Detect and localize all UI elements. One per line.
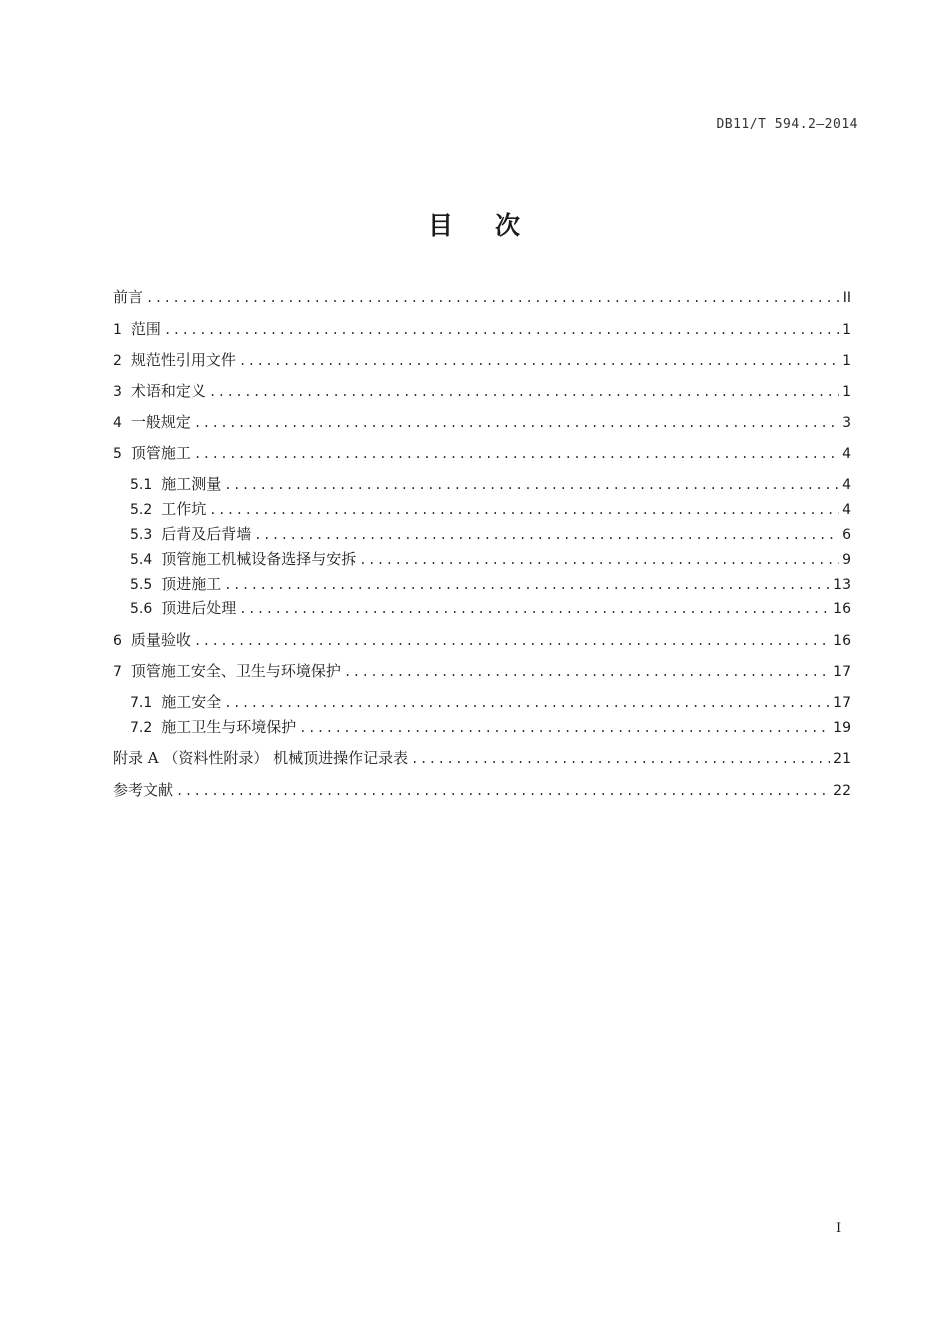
title-char-1: 目 bbox=[427, 211, 455, 240]
toc-entry-page: 21 bbox=[833, 751, 851, 767]
toc-leader-dots bbox=[224, 693, 830, 713]
toc-entry-foreword[interactable] bbox=[113, 287, 851, 307]
page-title bbox=[0, 206, 950, 242]
toc-entry-number: 7.2 bbox=[130, 720, 153, 736]
toc-leader-dots bbox=[411, 749, 830, 769]
toc-entry-label: 后背及后背墙 bbox=[161, 525, 252, 543]
toc-leader-dots bbox=[209, 382, 839, 402]
toc-entry-number: 6 bbox=[113, 633, 122, 649]
toc-entry-label: 范围 bbox=[130, 320, 161, 338]
toc-leader-dots bbox=[254, 525, 839, 545]
toc-entry-page: 16 bbox=[833, 633, 851, 649]
toc-entry-label: 一般规定 bbox=[130, 413, 191, 431]
toc-entry-number: 5.1 bbox=[130, 477, 153, 493]
toc-entry-page: 1 bbox=[842, 322, 851, 338]
toc-entry-page: 3 bbox=[842, 415, 851, 431]
toc-entry-number: 1 bbox=[113, 322, 122, 338]
toc-entry-label: 规范性引用文件 bbox=[130, 351, 236, 369]
toc-leader-dots bbox=[239, 351, 839, 371]
toc-leader-dots bbox=[209, 500, 839, 520]
toc-entry-page: 22 bbox=[833, 783, 851, 799]
toc-entry-number: 5 bbox=[113, 446, 122, 462]
toc-leader-dots bbox=[224, 575, 830, 595]
toc-entry-page: 6 bbox=[842, 527, 851, 543]
toc-entry-3[interactable] bbox=[113, 381, 851, 401]
toc-entry-label: 顶管施工 bbox=[130, 444, 191, 462]
toc-entry-5-1[interactable] bbox=[130, 474, 851, 494]
toc-entry-number: 2 bbox=[113, 353, 122, 369]
toc-entry-label: 施工卫生与环境保护 bbox=[161, 718, 297, 736]
toc-entry-page: 13 bbox=[833, 577, 851, 593]
toc-entry-label: 前言 bbox=[113, 288, 144, 306]
toc-entry-page: 4 bbox=[842, 477, 851, 493]
toc-entry-label: 顶进施工 bbox=[161, 575, 222, 593]
toc-entry-number: 5.2 bbox=[130, 502, 153, 518]
toc-entry-2[interactable] bbox=[113, 350, 851, 370]
toc-leader-dots bbox=[359, 550, 839, 570]
toc-leader-dots bbox=[224, 475, 839, 495]
document-code: DB11/T 594.2—2014 bbox=[716, 117, 858, 132]
toc-entry-page: 9 bbox=[842, 552, 851, 568]
toc-entry-number: 5.6 bbox=[130, 601, 153, 617]
toc-entry-page: 19 bbox=[833, 720, 851, 736]
toc-leader-dots bbox=[146, 288, 840, 308]
toc-leader-dots bbox=[164, 320, 839, 340]
toc-entry-label: 术语和定义 bbox=[130, 382, 206, 400]
toc-entry-5-3[interactable] bbox=[130, 524, 851, 544]
toc-entry-number: 5.3 bbox=[130, 527, 153, 543]
toc-leader-dots bbox=[194, 413, 839, 433]
toc-entry-page: II bbox=[842, 290, 851, 306]
toc-entry-appendix-a[interactable] bbox=[113, 748, 851, 768]
toc-entry-page: 16 bbox=[833, 601, 851, 617]
toc-entry-5-4[interactable] bbox=[130, 549, 851, 569]
toc-entry-label: 顶进后处理 bbox=[161, 599, 237, 617]
toc-entry-5-5[interactable] bbox=[130, 574, 851, 594]
toc-entry-page: 4 bbox=[842, 446, 851, 462]
toc-entry-label: 附录 A （资料性附录） 机械顶进操作记录表 bbox=[113, 749, 409, 767]
toc-entry-5-2[interactable] bbox=[130, 499, 851, 519]
toc-leader-dots bbox=[239, 599, 830, 619]
toc-entry-label: 顶管施工机械设备选择与安拆 bbox=[161, 550, 357, 568]
toc-entry-7[interactable] bbox=[113, 661, 851, 681]
toc-entry-label: 参考文献 bbox=[113, 781, 174, 799]
toc-entry-1[interactable] bbox=[113, 319, 851, 339]
toc-entry-number: 7.1 bbox=[130, 695, 153, 711]
toc-leader-dots bbox=[176, 781, 830, 801]
toc-entry-6[interactable] bbox=[113, 630, 851, 650]
toc-leader-dots bbox=[299, 718, 830, 738]
toc-entry-label: 质量验收 bbox=[130, 631, 191, 649]
toc-entry-4[interactable] bbox=[113, 412, 851, 432]
toc-entry-number: 3 bbox=[113, 384, 122, 400]
toc-leader-dots bbox=[194, 631, 830, 651]
toc-entry-label: 工作坑 bbox=[161, 500, 207, 518]
toc-entry-5-6[interactable] bbox=[130, 598, 851, 618]
toc-leader-dots bbox=[194, 444, 839, 464]
toc-entry-page: 4 bbox=[842, 502, 851, 518]
toc-entry-page: 1 bbox=[842, 353, 851, 369]
toc-entry-number: 5.5 bbox=[130, 577, 153, 593]
toc-entry-label: 顶管施工安全、卫生与环境保护 bbox=[130, 662, 341, 680]
toc-entry-page: 17 bbox=[833, 664, 851, 680]
toc-entry-label: 施工安全 bbox=[161, 693, 222, 711]
page-number: I bbox=[836, 1221, 842, 1236]
toc-entry-label: 施工测量 bbox=[161, 475, 222, 493]
toc-entry-5[interactable] bbox=[113, 443, 851, 463]
title-char-2: 次 bbox=[495, 211, 523, 240]
toc-entry-page: 17 bbox=[833, 695, 851, 711]
toc-entry-page: 1 bbox=[842, 384, 851, 400]
toc-entry-number: 4 bbox=[113, 415, 122, 431]
toc-leader-dots bbox=[344, 662, 830, 682]
toc-entry-references[interactable] bbox=[113, 780, 851, 800]
toc-entry-number: 7 bbox=[113, 664, 122, 680]
toc-entry-number: 5.4 bbox=[130, 552, 153, 568]
toc-entry-7-2[interactable] bbox=[130, 717, 851, 737]
toc-entry-7-1[interactable] bbox=[130, 692, 851, 712]
